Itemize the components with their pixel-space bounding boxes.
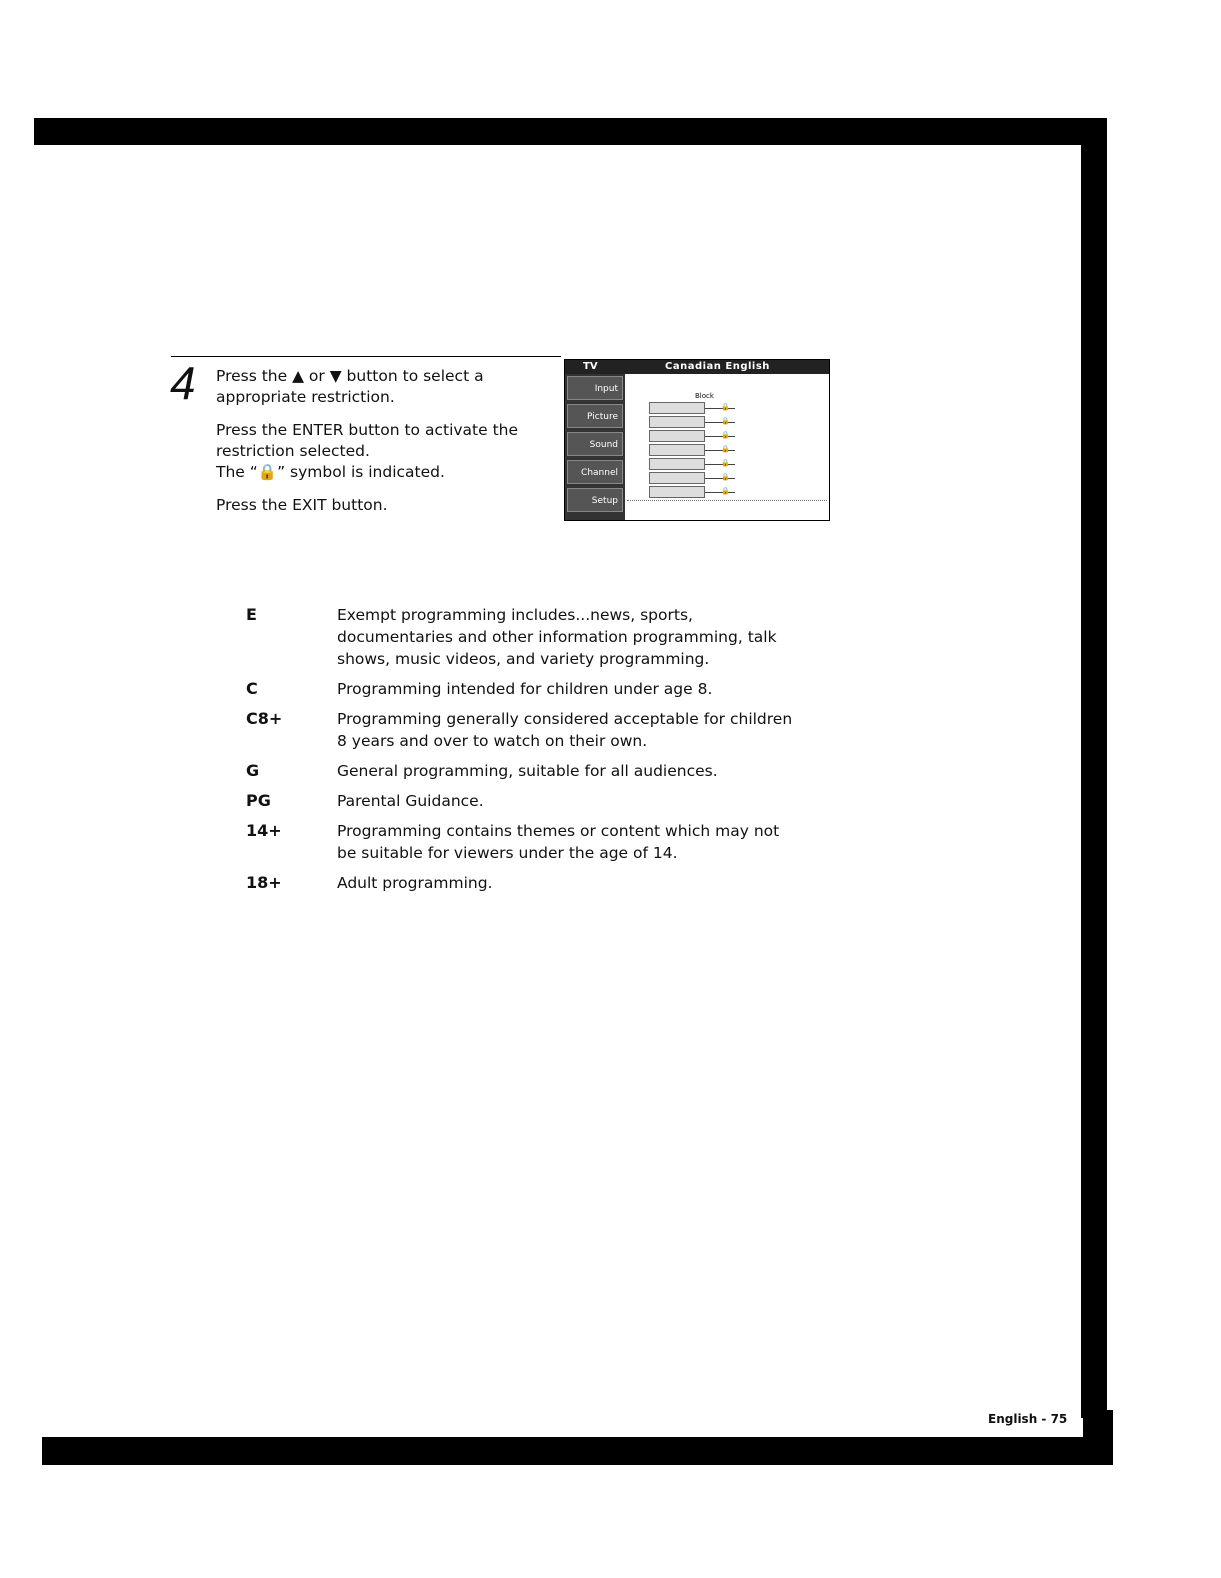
instruction-exit: [216, 495, 556, 516]
description-line: Parental Guidance.: [337, 792, 484, 810]
rating-description: [337, 604, 827, 670]
rating-term: G: [246, 761, 260, 780]
step-number: 4: [170, 357, 196, 409]
description-line: Exempt programming includes...news, sports,: [337, 606, 693, 624]
tv-rating-row: [649, 416, 705, 428]
tv-sidebar-item: Channel: [567, 460, 623, 484]
description-line: General programming, suitable for all audiences.: [337, 762, 718, 780]
description-line: documentaries and other information programming, talk: [337, 628, 777, 646]
tv-menu-label: TV: [583, 361, 598, 372]
bottom-black-bar: [42, 1437, 1113, 1465]
tv-menu-sidebar: [565, 374, 625, 521]
tv-row-line: [705, 492, 735, 493]
description-line: shows, music videos, and variety programming.: [337, 650, 710, 668]
tv-menu-content: [627, 374, 827, 504]
tv-menu-title: Canadian English: [665, 361, 770, 372]
text-line: Press the ENTER button to activate the: [216, 421, 519, 439]
description-line: Programming contains themes or content which may not: [337, 822, 780, 840]
step-instructions: [216, 366, 556, 528]
definition-row: [246, 604, 846, 670]
tv-row-line: [705, 478, 735, 479]
lock-icon: 🔒: [721, 445, 730, 453]
description-line: 8 years and over to watch on their own.: [337, 732, 648, 750]
description-line: Programming intended for children under age 8.: [337, 680, 713, 698]
rating-description: [337, 790, 827, 812]
tv-block-label: Block: [695, 392, 714, 400]
instruction-select: [216, 366, 556, 408]
tv-sidebar-item: Sound: [567, 432, 623, 456]
tv-rating-row: [649, 444, 705, 456]
rating-term: 14+: [246, 821, 282, 840]
lock-icon: 🔒: [721, 417, 730, 425]
tv-rating-row: [649, 486, 705, 498]
rating-term: E: [246, 605, 257, 624]
tv-row-line: [705, 422, 735, 423]
definition-row: [246, 820, 846, 864]
page-footer: English - 75: [988, 1412, 1068, 1426]
rating-term: C8+: [246, 709, 283, 728]
right-black-bar: [1081, 118, 1107, 1418]
tv-rating-row: [649, 402, 705, 414]
tv-row-line: [705, 464, 735, 465]
tv-rating-row: [649, 472, 705, 484]
tv-row-line: [705, 450, 735, 451]
definition-row: [246, 708, 846, 752]
definition-row: [246, 678, 846, 700]
rating-term: PG: [246, 791, 271, 810]
tv-sidebar-item: Picture: [567, 404, 623, 428]
description-line: be suitable for viewers under the age of 14.: [337, 844, 678, 862]
text-line: Press the ▲ or ▼ button to select a: [216, 367, 484, 385]
description-line: Programming generally considered acceptable for children: [337, 710, 793, 728]
rating-definitions: [246, 604, 846, 902]
tv-sidebar-item: Setup: [567, 488, 623, 512]
tv-sidebar-item: Input: [567, 376, 623, 400]
tv-rating-row: [649, 430, 705, 442]
rating-description: [337, 760, 827, 782]
rating-description: [337, 820, 827, 864]
tv-menu-header: [565, 360, 829, 374]
tv-row-line: [705, 436, 735, 437]
definition-row: [246, 790, 846, 812]
rating-description: [337, 678, 827, 700]
rating-term: C: [246, 679, 258, 698]
tv-rating-row: [649, 458, 705, 470]
text-line: Press the EXIT button.: [216, 496, 388, 514]
step-divider: [171, 356, 561, 357]
rating-term: 18+: [246, 873, 282, 892]
definition-row: [246, 872, 846, 894]
lock-icon: 🔒: [721, 431, 730, 439]
rating-description: [337, 872, 827, 894]
instruction-enter: [216, 420, 556, 483]
text-line: appropriate restriction.: [216, 388, 395, 406]
tv-menu-footer: [627, 500, 827, 517]
lock-icon: 🔒: [721, 473, 730, 481]
tv-menu-screenshot: [564, 359, 830, 521]
top-black-bar: [34, 118, 1107, 145]
text-line: restriction selected.: [216, 442, 370, 460]
rating-description: [337, 708, 827, 752]
lock-icon: 🔒: [721, 459, 730, 467]
right-black-bar-lower: [1083, 1410, 1113, 1438]
definition-row: [246, 760, 846, 782]
lock-icon: 🔒: [721, 403, 730, 411]
lock-icon: 🔒: [721, 487, 730, 495]
tv-row-line: [705, 408, 735, 409]
text-line: The “🔒” symbol is indicated.: [216, 463, 445, 481]
description-line: Adult programming.: [337, 874, 493, 892]
